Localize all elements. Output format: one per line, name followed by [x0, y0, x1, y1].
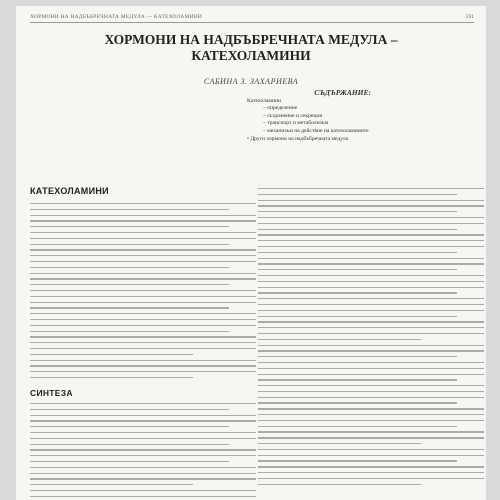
document-page	[16, 6, 486, 500]
section-title-catecholamines: КАТЕХОЛАМИНИ	[30, 186, 109, 196]
left-column-text-bottom	[30, 403, 256, 500]
chapter-title-line-1: ХОРМОНИ НА НАДБЪБРЕЧНАТА МЕДУЛА –	[104, 32, 398, 47]
table-of-contents	[241, 89, 471, 143]
author-name: САБИНА З. ЗАХАРИЕВА	[203, 77, 299, 86]
running-header	[30, 14, 474, 23]
left-column-text-top	[30, 203, 256, 383]
toc-item: Катехоламини	[247, 97, 281, 104]
chapter-title-line-2: КАТЕХОЛАМИНИ	[191, 48, 311, 63]
toc-item: – транспорт и метаболизъм	[263, 120, 329, 127]
section-title-synthesis: СИНТЕЗА	[30, 388, 73, 398]
page-number: 591	[465, 14, 474, 20]
toc-item: • Други хормони на надбъбречната медула	[247, 135, 349, 142]
right-column-text	[258, 188, 484, 489]
running-title: ХОРМОНИ НА НАДБЪБРЕЧНАТА МЕДУЛА — КАТЕХОЛАМИНИ	[30, 14, 203, 20]
toc-item: – определение	[263, 105, 298, 112]
chapter-title	[16, 32, 486, 64]
toc-item: – механизъм на действие на катехоламините	[263, 127, 369, 134]
toc-heading: СЪДЪРЖАНИЕ:	[314, 88, 371, 97]
toc-item: – съхранение и секреция	[263, 112, 322, 119]
